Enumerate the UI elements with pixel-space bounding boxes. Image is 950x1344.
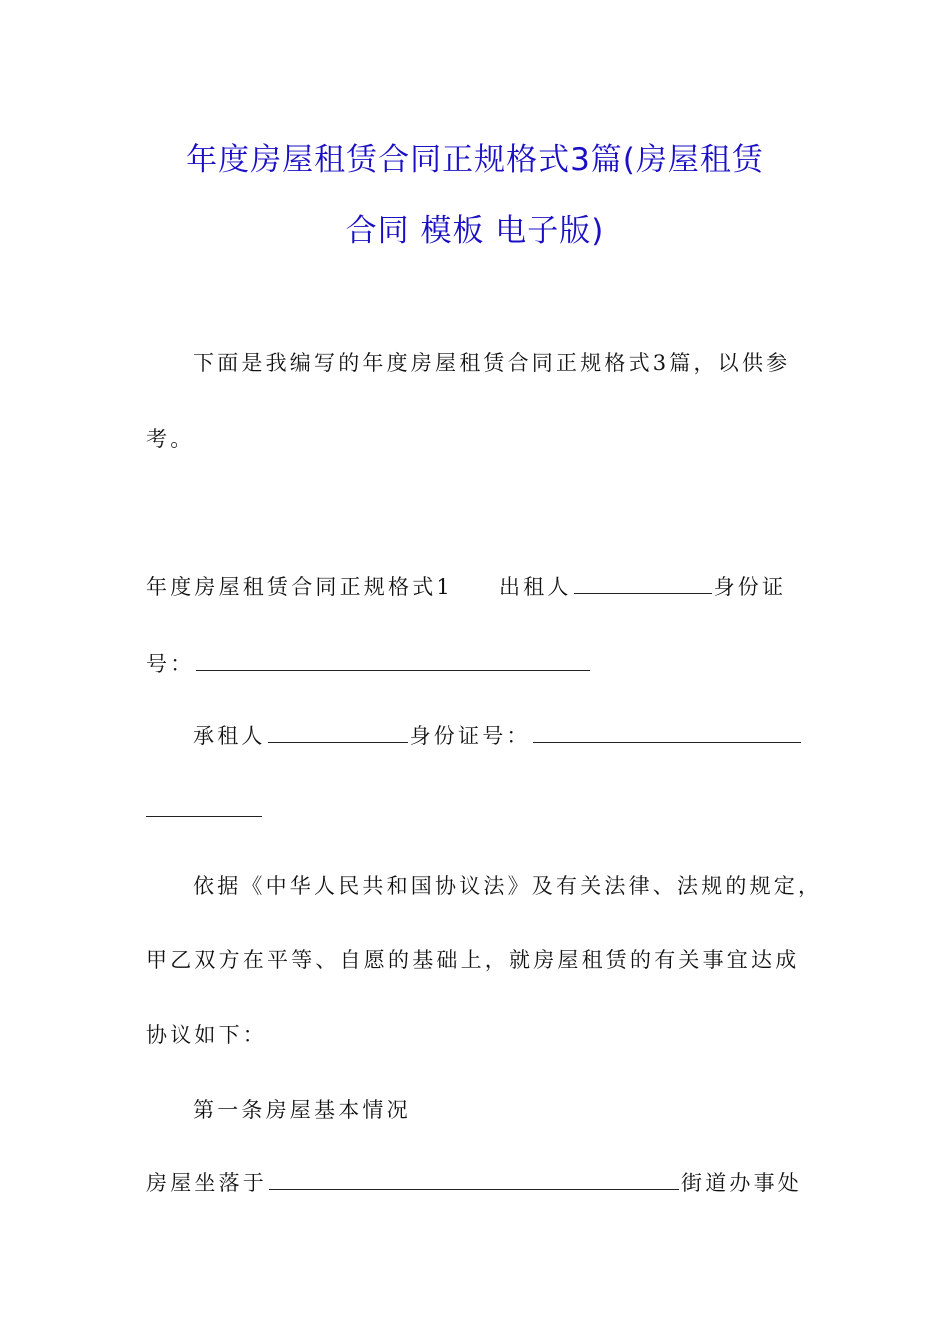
lessor-name-blank bbox=[574, 573, 712, 594]
lessee-name-blank bbox=[268, 722, 408, 743]
basis-line-1: 依据《中华人民共和国协议法》及有关法律、法规的规定， bbox=[193, 874, 823, 898]
basis-line-3: 协议如下： bbox=[146, 1023, 267, 1047]
basis-line-2: 甲乙双方在平等、自愿的基础上，就房屋租赁的有关事宜达成 bbox=[146, 948, 800, 972]
article1-heading: 第一条房屋基本情况 bbox=[193, 1098, 411, 1122]
document-title-line-1: 年度房屋租赁合同正规格式3篇(房屋租赁 bbox=[186, 142, 764, 178]
lessee-line bbox=[193, 720, 803, 750]
intro-line-1: 下面是我编写的年度房屋租赁合同正规格式3篇，以供参 bbox=[193, 351, 791, 375]
document-title-line-2: 合同 模板 电子版) bbox=[345, 213, 605, 249]
lessee-label: 承租人 bbox=[193, 724, 266, 748]
location-line bbox=[146, 1167, 802, 1197]
lessee-id-blank bbox=[533, 722, 801, 743]
location-blank bbox=[269, 1169, 679, 1190]
lessor-label: 出租人 bbox=[498, 575, 572, 599]
lessee-id-label: 身份证号： bbox=[409, 724, 531, 748]
lessor-id-line bbox=[146, 648, 592, 678]
section1-heading: 年度房屋租赁合同正规格式1 bbox=[146, 575, 453, 599]
lessee-id-blank-continued bbox=[146, 796, 262, 817]
location-suffix: 街道办事处 bbox=[681, 1171, 802, 1195]
location-label: 房屋坐落于 bbox=[146, 1171, 267, 1195]
intro-line-2: 考。 bbox=[146, 427, 195, 451]
section1-lessor-line bbox=[146, 571, 786, 601]
lessor-id-blank bbox=[196, 650, 590, 671]
lessee-id-continuation-line bbox=[146, 796, 264, 822]
lessor-id-label-continued: 号： bbox=[146, 652, 195, 676]
lessor-id-label: 身份证 bbox=[713, 575, 787, 599]
